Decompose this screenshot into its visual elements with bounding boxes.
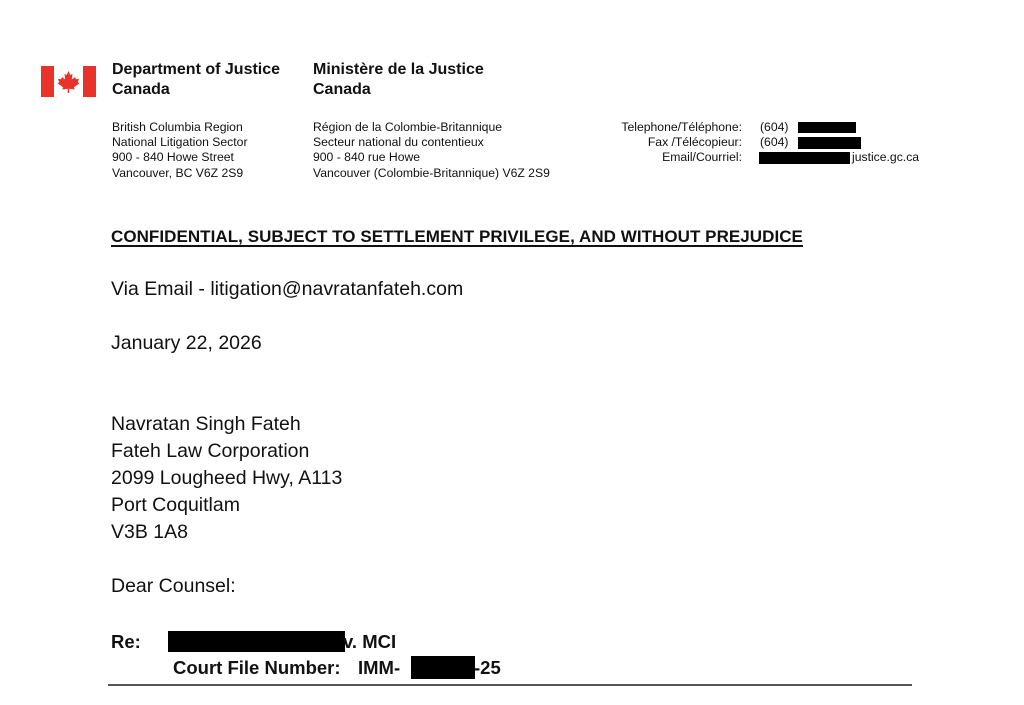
address-en-line: National Litigation Sector xyxy=(112,135,248,150)
redaction-fax xyxy=(798,137,861,149)
recipient-street: 2099 Lougheed Hwy, A113 xyxy=(111,467,343,489)
salutation: Dear Counsel: xyxy=(111,575,236,597)
dept-en-line2: Canada xyxy=(112,81,170,98)
telephone-value: (604) xyxy=(760,120,789,134)
re-label: Re: xyxy=(111,631,141,652)
redaction-court-file xyxy=(411,656,475,679)
recipient-firm: Fateh Law Corporation xyxy=(111,440,310,462)
confidentiality-banner: CONFIDENTIAL, SUBJECT TO SETTLEMENT PRIVILEGE, AND WITHOUT PREJUDICE xyxy=(111,227,803,246)
address-fr-line: Région de la Colombie-Britannique xyxy=(313,120,503,134)
email-value: justice.gc.ca xyxy=(852,150,920,165)
dept-en-line1: Department of Justice xyxy=(112,61,281,78)
recipient-postal: V3B 1A8 xyxy=(111,521,188,543)
canada-flag-icon xyxy=(41,66,96,97)
address-en-line: 900 - 840 Howe Street xyxy=(112,150,234,165)
email-label: Email/Courriel: xyxy=(662,150,742,165)
redaction-email xyxy=(759,152,850,164)
fax-label: Fax /Télécopieur: xyxy=(647,135,742,150)
fax-value: (604) xyxy=(760,135,789,150)
court-file-prefix: IMM- xyxy=(358,657,401,678)
re-subject: v. MCI xyxy=(343,631,397,652)
department-name-fr xyxy=(313,60,484,100)
address-fr-line: 900 - 840 rue Howe xyxy=(313,150,421,165)
court-file-suffix: -25 xyxy=(474,657,501,678)
address-en xyxy=(112,120,248,181)
horizontal-rule xyxy=(108,684,912,686)
recipient-city: Port Coquitlam xyxy=(111,494,240,516)
address-fr-line: Vancouver (Colombie-Britannique) V6Z 2S9 xyxy=(313,165,550,180)
court-file-label: Court File Number: xyxy=(173,657,341,678)
address-en-line: British Columbia Region xyxy=(112,120,243,134)
recipient-name: Navratan Singh Fateh xyxy=(111,413,301,435)
telephone-label: Telephone/Téléphone: xyxy=(621,120,742,134)
recipient-address xyxy=(111,411,342,546)
address-fr-line: Secteur national du contentieux xyxy=(313,135,484,150)
department-name-en xyxy=(112,60,280,100)
contact-fax xyxy=(600,135,919,150)
dept-fr-line1: Ministère de la Justice xyxy=(313,61,484,78)
dept-fr-line2: Canada xyxy=(313,81,371,98)
address-fr xyxy=(313,120,550,181)
letter-date: January 22, 2026 xyxy=(111,332,262,354)
redaction-telephone xyxy=(798,122,856,133)
address-en-line: Vancouver, BC V6Z 2S9 xyxy=(112,165,244,180)
via-email-line: Via Email - litigation@navratanfateh.com xyxy=(111,278,464,300)
redaction-party-name xyxy=(168,631,345,652)
contact-telephone xyxy=(600,120,919,135)
